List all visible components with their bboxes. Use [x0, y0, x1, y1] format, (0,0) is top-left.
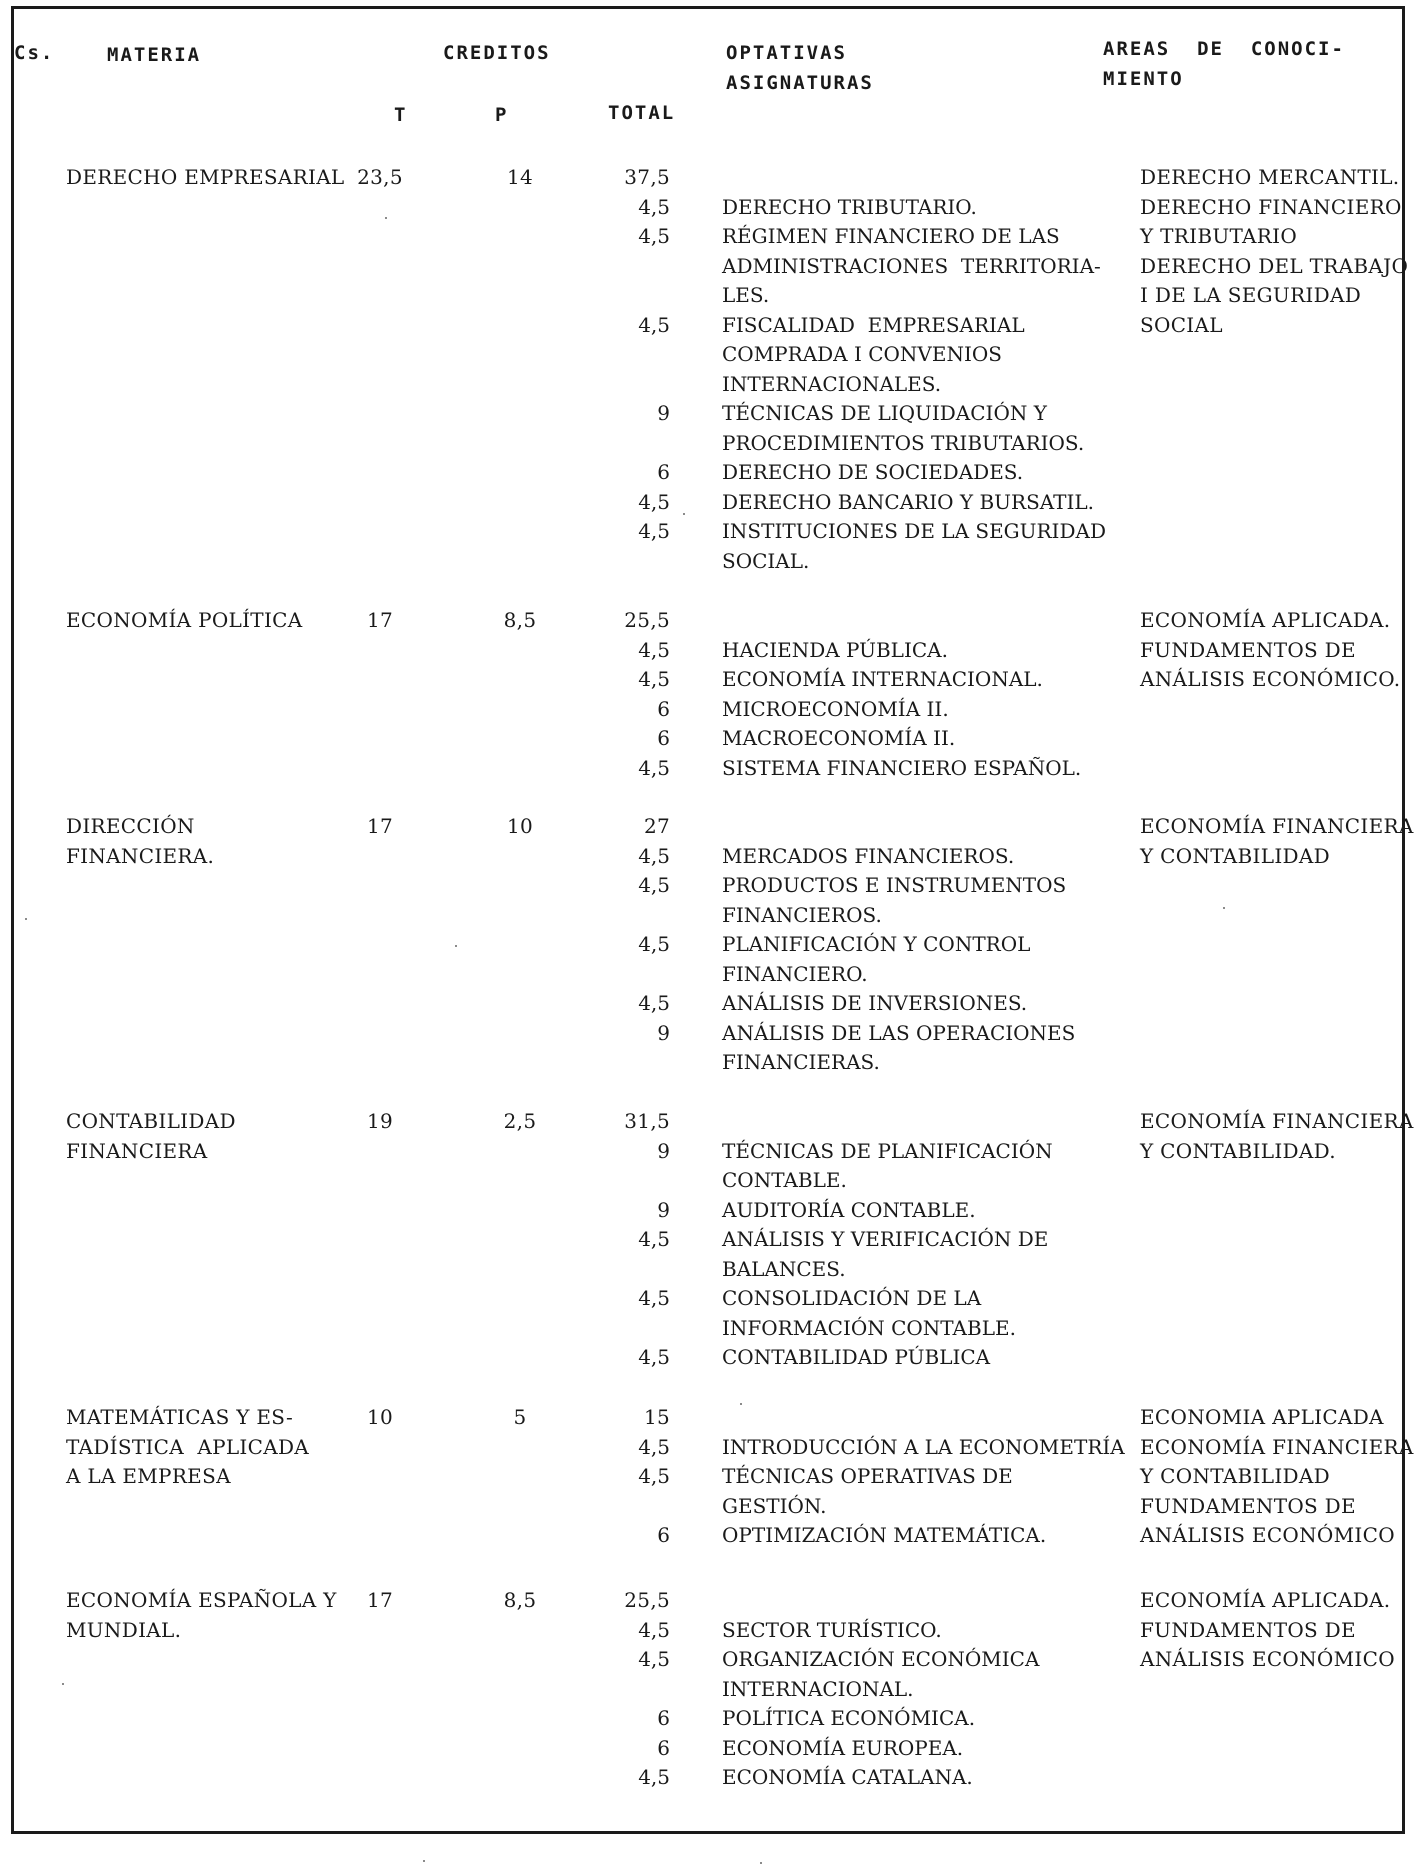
optativa-item [590, 930, 1120, 989]
optativa-item [590, 842, 1120, 872]
optativa-credits: 4,5 [638, 637, 670, 662]
credits-p-cell: 14 [506, 165, 534, 189]
optativa-credits: 4,5 [638, 873, 670, 897]
materia-cell: ECONOMÍA ESPAÑOLA Y MUNDIAL. [66, 1588, 337, 1642]
optativa-credits: 6 [657, 1523, 670, 1547]
optativa-credits: 6 [657, 726, 670, 750]
optativa-credits: 4,5 [638, 1647, 670, 1671]
credits-p-cell: 2,5 [503, 1109, 537, 1133]
optativa-item [590, 1763, 1120, 1793]
credits-total-cell: 31,5 [624, 1109, 670, 1133]
optativa-item [590, 488, 1120, 518]
optativa-item [590, 754, 1120, 784]
areas-cell: ECONOMÍA APLICADA. FUNDAMENTOS DE ANÁLISIS ECONÓMICO. [1140, 608, 1401, 691]
optativa-credits: 9 [657, 401, 670, 425]
materia-cell: CONTABILIDAD FINANCIERA [66, 1109, 236, 1163]
header-cs: Cs. [14, 42, 55, 64]
scan-speck [423, 1860, 425, 1862]
credits-t-cell: 10 [366, 1405, 394, 1429]
optativa-item [590, 222, 1120, 311]
optativa-name: AUDITORÍA CONTABLE. [722, 1197, 976, 1222]
header-optativas: OPTATIVAS ASIGNATURAS [726, 42, 874, 94]
optativa-name: ECONOMÍA CATALANA. [722, 1765, 973, 1789]
optativa-item [590, 193, 1120, 223]
optativa-name: DERECHO TRIBUTARIO. [722, 194, 977, 219]
optativa-item [590, 1284, 1120, 1343]
optativas-list [590, 842, 1120, 1078]
scan-speck [25, 918, 27, 920]
optativa-name: MACROECONOMÍA II. [722, 726, 956, 750]
optativa-item [590, 1343, 1120, 1373]
optativa-name: ECONOMÍA INTERNACIONAL. [722, 667, 1043, 691]
optativas-list [590, 636, 1120, 784]
scan-speck [62, 1683, 64, 1685]
optativa-name: ORGANIZACIÓN ECONÓMICA INTERNACIONAL. [722, 1647, 1040, 1701]
optativa-credits: 9 [657, 1138, 670, 1163]
optativa-credits: 6 [657, 696, 670, 721]
optativa-item [590, 1137, 1120, 1196]
materia-cell: DIRECCIÓN FINANCIERA. [66, 814, 215, 868]
optativa-credits: 4,5 [638, 1286, 670, 1310]
header-p: P [495, 104, 509, 126]
scan-speck [455, 945, 457, 947]
optativa-credits: 4,5 [638, 194, 670, 219]
optativa-name: SISTEMA FINANCIERO ESPAÑOL. [722, 755, 1082, 780]
optativa-name: PLANIFICACIÓN Y CONTROL FINANCIERO. [722, 932, 1031, 986]
optativas-list [590, 1616, 1120, 1793]
credits-t-cell: 23,5 [357, 165, 403, 189]
optativa-item [590, 1433, 1125, 1463]
optativa-name: DERECHO BANCARIO Y BURSATIL. [722, 489, 1094, 514]
optativa-item [590, 1521, 1120, 1551]
optativa-name: CONSOLIDACIÓN DE LA INFORMACIÓN CONTABLE. [722, 1286, 1016, 1340]
optativa-name: TÉCNICAS DE PLANIFICACIÓN CONTABLE. [722, 1138, 1053, 1192]
optativa-name: ANÁLISIS Y VERIFICACIÓN DE BALANCES. [722, 1227, 1049, 1281]
optativa-item [590, 1019, 1120, 1078]
optativa-item [590, 871, 1120, 930]
scan-speck [740, 1403, 742, 1405]
optativa-item [590, 695, 1120, 725]
scan-speck [760, 1862, 762, 1864]
optativas-list [590, 193, 1120, 577]
optativa-credits: 4,5 [638, 519, 670, 543]
optativas-list [590, 1433, 1125, 1551]
optativa-credits: 4,5 [638, 489, 670, 514]
credits-t-cell: 17 [366, 608, 394, 632]
optativa-item [590, 1704, 1120, 1734]
scan-speck [683, 513, 685, 515]
optativa-name: INTRODUCCIÓN A LA ECONOMETRÍA [722, 1434, 1125, 1459]
optativa-item [590, 1645, 1120, 1704]
optativa-name: CONTABILIDAD PÚBLICA [722, 1345, 991, 1369]
optativa-item [590, 458, 1120, 488]
optativa-item [590, 517, 1120, 576]
optativa-name: TÉCNICAS OPERATIVAS DE GESTIÓN. [722, 1464, 1013, 1518]
optativa-item [590, 1462, 1120, 1521]
optativa-item [590, 311, 1120, 400]
header-creditos: CREDITOS [443, 42, 551, 64]
optativa-credits: 4,5 [638, 1227, 670, 1251]
credits-total-cell: 25,5 [624, 608, 670, 632]
header-materia: MATERIA [107, 44, 202, 66]
areas-cell: ECONOMÍA APLICADA. FUNDAMENTOS DE ANÁLISIS ECONÓMICO [1140, 1588, 1395, 1671]
optativa-item [590, 1734, 1120, 1764]
optativa-name: OPTIMIZACIÓN MATEMÁTICA. [722, 1523, 1047, 1547]
areas-cell: DERECHO MERCANTIL. DERECHO FINANCIERO Y TRIBUTARIO DERECHO DEL TRABAJO I DE LA SEGURIDAD SOCIAL [1140, 165, 1409, 337]
optativa-name: MERCADOS FINANCIEROS. [722, 843, 1015, 868]
optativa-credits: 4,5 [638, 667, 670, 691]
optativa-name: DERECHO DE SOCIEDADES. [722, 460, 1024, 484]
areas-cell: ECONOMIA APLICADA ECONOMÍA FINANCIERA Y CONTABILIDAD FUNDAMENTOS DE ANÁLISIS ECONÓMICO [1140, 1405, 1414, 1547]
optativa-name: MICROECONOMÍA II. [722, 696, 949, 721]
optativa-name: RÉGIMEN FINANCIERO DE LAS ADMINISTRACIONES TERRITORIA- LES. [722, 224, 1101, 307]
optativa-name: ECONOMÍA EUROPEA. [722, 1735, 964, 1760]
optativa-name: TÉCNICAS DE LIQUIDACIÓN Y PROCEDIMIENTOS TRIBUTARIOS. [722, 401, 1085, 455]
optativa-item [590, 989, 1120, 1019]
credits-t-cell: 19 [366, 1109, 394, 1133]
header-t: T [394, 104, 408, 126]
optativa-item [590, 1196, 1120, 1226]
optativa-credits: 4,5 [638, 843, 670, 868]
optativa-credits: 6 [657, 1706, 670, 1730]
optativa-credits: 4,5 [638, 1617, 670, 1642]
credits-p-cell: 10 [506, 814, 534, 838]
optativa-name: PRODUCTOS E INSTRUMENTOS FINANCIEROS. [722, 873, 1067, 927]
credits-p-cell: 5 [513, 1405, 527, 1429]
optativa-item [590, 636, 1120, 666]
materia-cell: DERECHO EMPRESARIAL [66, 165, 345, 189]
credits-t-cell: 17 [366, 1588, 394, 1612]
optativa-name: HACIENDA PÚBLICA. [722, 637, 948, 662]
optativa-credits: 9 [657, 1197, 670, 1222]
optativas-list [590, 1137, 1120, 1373]
optativa-credits: 4,5 [638, 1464, 670, 1488]
optativa-credits: 4,5 [638, 991, 670, 1015]
optativa-item [590, 665, 1120, 695]
optativa-name: ANÁLISIS DE LAS OPERACIONES FINANCIERAS. [722, 1020, 1076, 1074]
credits-p-cell: 8,5 [503, 1588, 537, 1612]
credits-total-cell: 25,5 [624, 1588, 670, 1612]
optativa-name: INSTITUCIONES DE LA SEGURIDAD SOCIAL. [722, 519, 1106, 573]
optativa-credits: 4,5 [638, 1765, 670, 1789]
optativa-item [590, 1616, 1120, 1646]
credits-total-cell: 15 [643, 1405, 670, 1429]
materia-cell: MATEMÁTICAS Y ES- TADÍSTICA APLICADA A LA EMPRESA [66, 1405, 310, 1488]
credits-p-cell: 8,5 [503, 608, 537, 632]
optativa-credits: 4,5 [638, 312, 670, 337]
optativa-credits: 6 [657, 1735, 670, 1760]
credits-t-cell: 17 [366, 814, 394, 838]
optativa-name: ANÁLISIS DE INVERSIONES. [722, 991, 1028, 1015]
optativa-name: POLÍTICA ECONÓMICA. [722, 1706, 976, 1730]
optativa-credits: 6 [657, 460, 670, 484]
optativa-credits: 4,5 [638, 1345, 670, 1369]
optativa-item [590, 724, 1120, 754]
header-total: TOTAL [608, 102, 676, 124]
areas-cell: ECONOMÍA FINANCIERA Y CONTABILIDAD [1140, 814, 1414, 868]
header-areas: AREAS DE CONOCI- MIENTO [1103, 38, 1345, 90]
optativa-item [590, 1225, 1120, 1284]
areas-cell: ECONOMÍA FINANCIERA Y CONTABILIDAD. [1140, 1109, 1414, 1163]
optativa-credits: 4,5 [638, 224, 670, 248]
materia-cell: ECONOMÍA POLÍTICA [66, 608, 303, 632]
credits-total-cell: 37,5 [624, 165, 670, 189]
optativa-name: FISCALIDAD EMPRESARIAL COMPRADA I CONVENIOS INTERNACIONALES. [722, 312, 1025, 396]
scan-speck [1223, 907, 1225, 909]
optativa-credits: 4,5 [638, 1434, 670, 1459]
optativa-credits: 4,5 [638, 755, 670, 780]
optativa-name: SECTOR TURÍSTICO. [722, 1617, 942, 1642]
optativa-item [590, 399, 1120, 458]
credits-total-cell: 27 [643, 814, 670, 838]
scan-speck [385, 217, 387, 219]
optativa-credits: 9 [657, 1020, 670, 1045]
optativa-credits: 4,5 [638, 932, 670, 956]
